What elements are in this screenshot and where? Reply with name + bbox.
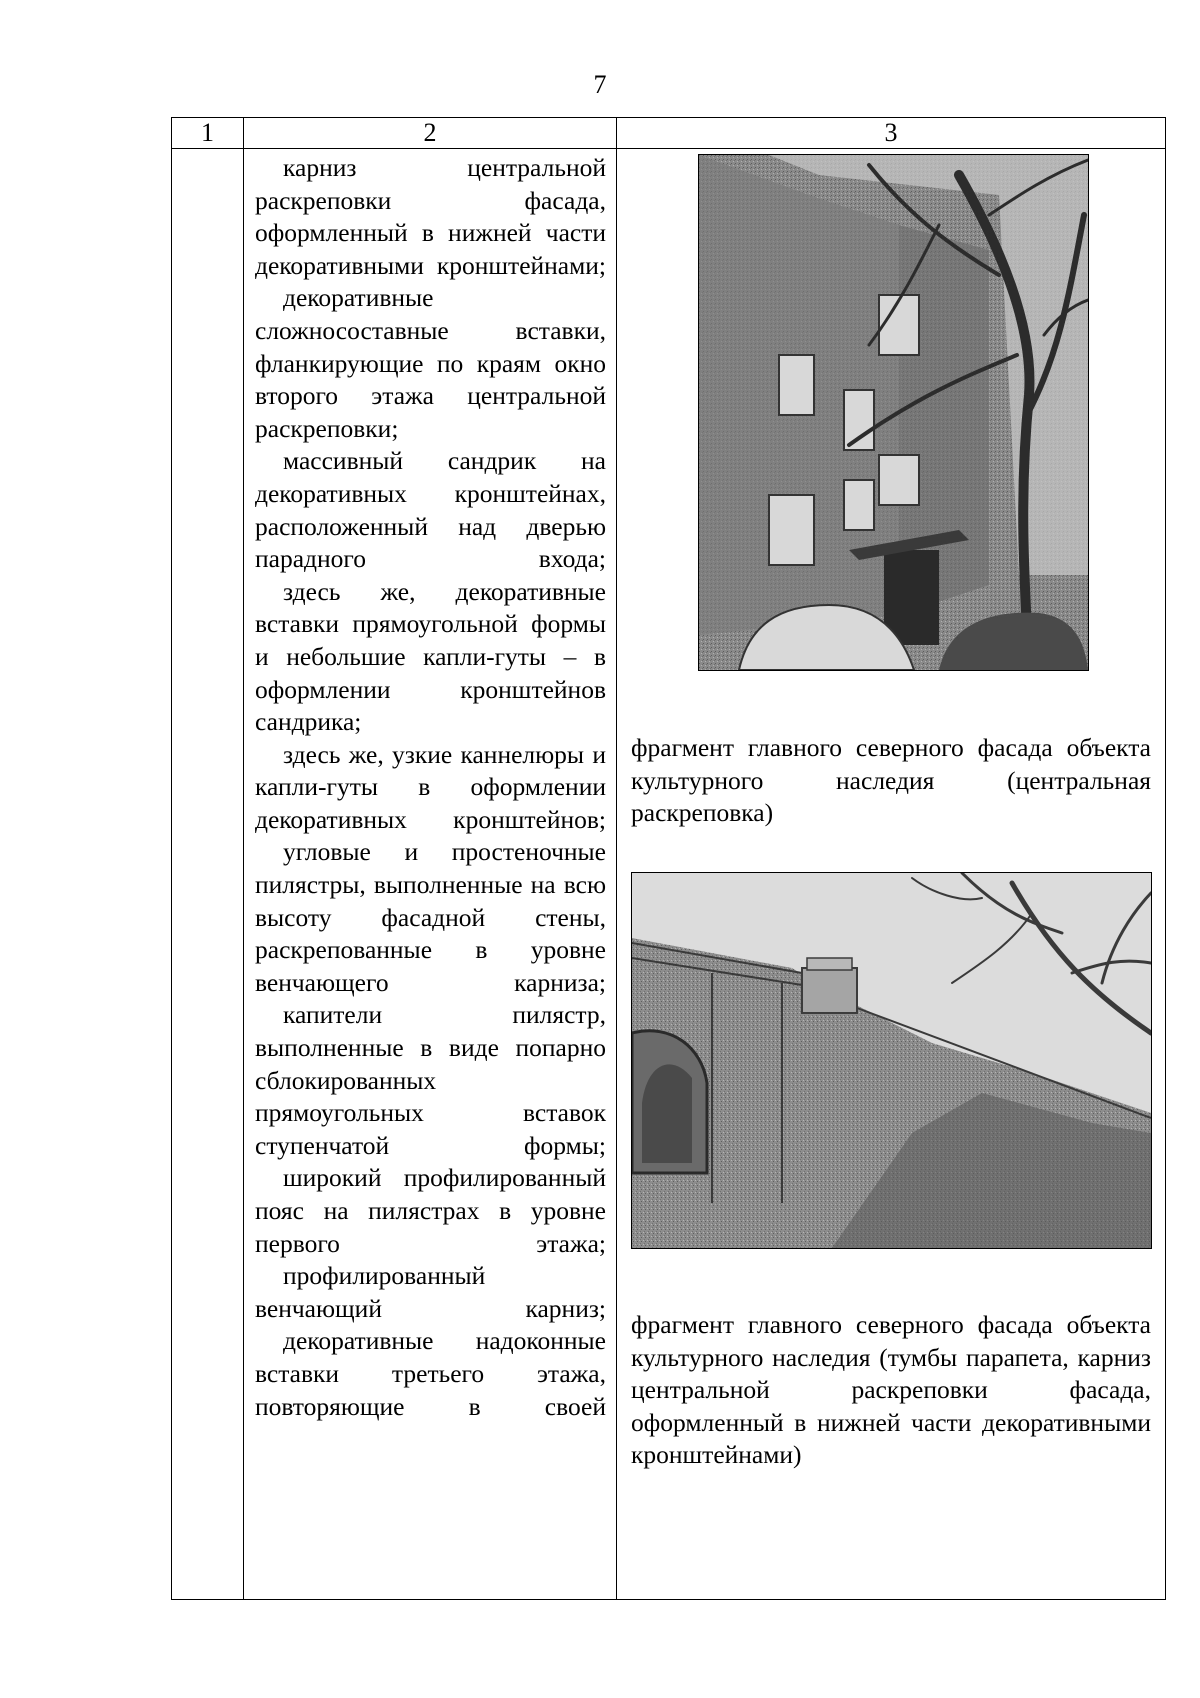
photo-1-caption: фрагмент главного северного фасада объекта культурного наследия (центральная раскреповка)	[631, 733, 1151, 828]
feature-item: широкий профилированный пояс на пилястрах в уровне первого этажа;	[255, 1163, 606, 1258]
table-header-row	[172, 118, 1166, 149]
feature-item: карниз центральной раскреповки фасада, оформленный в нижней части декоративными кронштейнами;	[255, 153, 606, 280]
facade-photo-central-projection	[698, 154, 1089, 671]
header-cell-3: 3	[617, 118, 1166, 149]
facade-photo-parapet	[631, 872, 1152, 1249]
column-1-cell	[172, 149, 244, 1600]
photo-2-caption: фрагмент главного северного фасада объекта культурного наследия (тумбы парапета, карниз центральной раскреповки фасада, оформленный в нижней части декоративными кронштейнами)	[631, 1310, 1151, 1470]
feature-item: профилированный венчающий карниз;	[255, 1261, 606, 1323]
feature-item: здесь же, узкие каннелюры и капли-гуты в оформлении декоративных кронштейнов;	[255, 739, 606, 834]
feature-item: декоративные сложносоставные вставки, фланкирующие по краям окно второго этажа центральной раскреповки;	[255, 283, 606, 443]
column-3-cell	[617, 149, 1166, 1600]
column-2-cell	[244, 149, 617, 1600]
page-number: 7	[593, 70, 607, 99]
header-cell-2: 2	[244, 118, 617, 149]
feature-item: капители пилястр, выполненные в виде попарно сблокированных прямоугольных вставок ступенчатой формы;	[255, 1000, 606, 1160]
feature-item: здесь же, декоративные вставки прямоугольной формы и небольшие капли-гуты – в оформлении кронштейнов сандрика;	[255, 576, 606, 737]
feature-item: угловые и простеночные пилястры, выполненные на всю высоту фасадной стены, раскрепованные в уровне венчающего карниза;	[255, 837, 606, 997]
feature-item: декоративные надоконные вставки третьего этажа, повторяющие в своей	[255, 1326, 606, 1421]
feature-list	[255, 152, 606, 1423]
document-table	[171, 117, 1166, 1600]
header-cell-1: 1	[172, 118, 244, 149]
table-body-row	[172, 149, 1166, 1600]
feature-item: массивный сандрик на декоративных кронштейнах, расположенный над дверью парадного входа;	[255, 446, 606, 574]
